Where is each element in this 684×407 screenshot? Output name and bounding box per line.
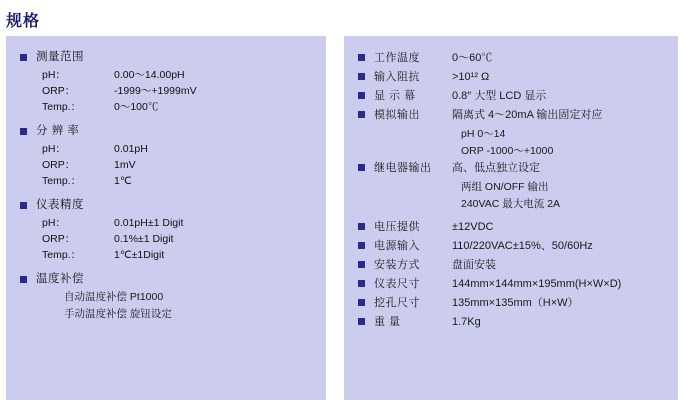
square-bullet-icon (358, 223, 365, 230)
square-bullet-icon (358, 280, 365, 287)
spec-rows (20, 289, 326, 323)
spec-row-label: pH： (42, 143, 66, 155)
spec-group-heading (20, 272, 326, 287)
spec-item (358, 69, 678, 86)
spec-item-label: 继电器输出 (374, 162, 432, 174)
spec-item-label: 挖孔尺寸 (374, 297, 420, 309)
square-bullet-icon (358, 73, 365, 80)
spec-item-value: 盘面安装 (452, 259, 496, 271)
spec-row-value: 0.01pH (114, 143, 148, 155)
spec-item-label: 安装方式 (374, 259, 420, 271)
spec-group (20, 272, 326, 323)
spec-row-label: ORP： (42, 233, 76, 245)
spec-item-value: 135mm×135mm（H×W） (452, 297, 579, 309)
spec-note: 手动温度补偿 旋钮设定 (64, 308, 172, 320)
spec-item (358, 276, 678, 293)
spec-row-label: pH： (42, 217, 66, 229)
spec-subnote: 两组 ON/OFF 输出 (461, 181, 549, 193)
square-bullet-icon (358, 242, 365, 249)
spec-item-value: 0.8″ 大型 LCD 显示 (452, 90, 547, 102)
spec-item-label: 工作温度 (374, 52, 420, 64)
square-bullet-icon (358, 92, 365, 99)
spec-item (358, 50, 678, 67)
spec-group-title: 测量范围 (36, 51, 84, 63)
square-bullet-icon (20, 54, 27, 61)
square-bullet-icon (358, 261, 365, 268)
spec-row (42, 67, 326, 83)
spec-row (42, 173, 326, 189)
spec-row (42, 247, 326, 263)
spec-row-value: 1℃±1Digit (114, 249, 165, 261)
square-bullet-icon (20, 202, 27, 209)
spec-row-label: ORP： (42, 85, 76, 97)
square-bullet-icon (358, 164, 365, 171)
page-title: 规格 (6, 13, 41, 30)
spec-row-value: 1mV (114, 159, 136, 171)
spec-row-value: 0.1%±1 Digit (114, 233, 174, 245)
specs-right-content (344, 36, 678, 331)
spec-item (358, 314, 678, 331)
spec-subnote: 240VAC 最大电流 2A (461, 198, 561, 210)
spec-row (42, 215, 326, 231)
spec-item-value: 隔离式 4～20mA 输出固定对应 (452, 109, 603, 121)
spec-item-value: 高、低点独立设定 (452, 162, 540, 174)
spec-item (358, 295, 678, 312)
square-bullet-icon (358, 111, 365, 118)
spec-item-label: 输入阻抗 (374, 71, 420, 83)
spec-group-heading (20, 124, 326, 139)
spec-item (358, 238, 678, 255)
spec-rows (20, 215, 326, 263)
spec-group-heading (20, 198, 326, 213)
spec-item (358, 160, 678, 177)
square-bullet-icon (358, 299, 365, 306)
spec-row-label: pH： (42, 69, 66, 81)
spec-item-value: >10¹² Ω (452, 71, 490, 83)
spec-row-label: ORP： (42, 159, 76, 171)
spec-row-label: Temp.： (42, 249, 82, 261)
spec-item-label: 仪表尺寸 (374, 278, 420, 290)
spec-item-value: 0～60℃ (452, 52, 493, 64)
spec-subnote: ORP -1000～+1000 (461, 145, 554, 157)
spec-row (42, 157, 326, 173)
spec-item-value: 1.7Kg (452, 316, 481, 328)
spec-row-value: 0.01pH±1 Digit (114, 217, 184, 229)
spec-row (42, 231, 326, 247)
spec-row-label: Temp.： (42, 175, 82, 187)
spec-row-value: -1999～+1999mV (114, 85, 197, 97)
spec-rows (20, 67, 326, 115)
spec-rows (20, 141, 326, 189)
square-bullet-icon (20, 128, 27, 135)
spec-item-value: ±12VDC (452, 221, 494, 233)
spec-group-heading (20, 50, 326, 65)
square-bullet-icon (358, 54, 365, 61)
spec-group (20, 50, 326, 115)
spec-group-title: 温度补偿 (36, 273, 84, 285)
spec-row (42, 83, 326, 99)
spec-row-value: 1℃ (114, 175, 132, 187)
specs-panel-left (6, 36, 326, 400)
spec-item-label: 重 量 (374, 316, 401, 328)
spec-item (358, 88, 678, 105)
spec-item-label: 显 示 幕 (374, 90, 416, 102)
square-bullet-icon (358, 318, 365, 325)
spec-item (358, 257, 678, 274)
spec-row (42, 141, 326, 157)
spec-row-label: Temp.： (42, 101, 82, 113)
spec-item-label: 模拟输出 (374, 109, 420, 121)
square-bullet-icon (20, 276, 27, 283)
spec-note: 自动温度补偿 Pt1000 (64, 291, 164, 303)
spec-group (20, 124, 326, 189)
spec-row (42, 99, 326, 115)
spec-item-label: 电源输入 (374, 240, 420, 252)
spec-group-title: 仪表精度 (36, 199, 84, 211)
specs-left-content (6, 36, 326, 323)
spec-row-value: 0.00～14.00pH (114, 69, 185, 81)
spec-item-value: 110/220VAC±15%、50/60Hz (452, 240, 593, 252)
spec-item (358, 219, 678, 236)
specs-panel-right (344, 36, 678, 400)
spec-row-value: 0～100℃ (114, 101, 159, 113)
spec-subnote: pH 0～14 (461, 128, 506, 140)
spec-group (20, 198, 326, 263)
spec-group-title: 分 辨 率 (36, 125, 80, 137)
spec-item-label: 电压提供 (374, 221, 420, 233)
spec-item (358, 107, 678, 124)
spec-item-value: 144mm×144mm×195mm(H×W×D) (452, 278, 622, 290)
